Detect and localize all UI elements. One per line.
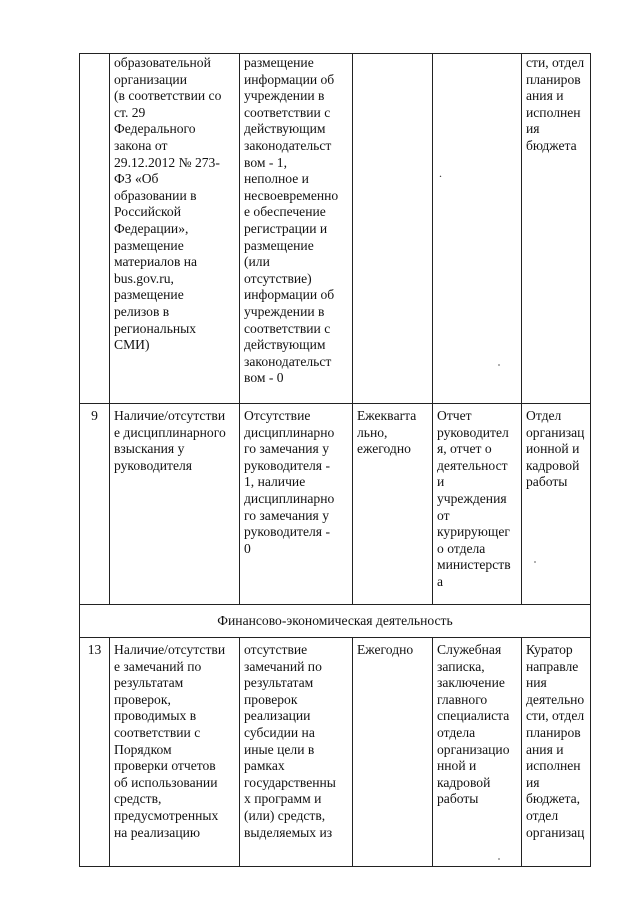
scan-speck	[534, 561, 536, 563]
source-cell: Служебная записка, заключение главного специалиста отдела организацио нной и кадровой работы	[433, 638, 522, 867]
table-row	[80, 404, 591, 605]
stray-dot-mark: .	[439, 166, 442, 180]
indicator-cell: образовательной организации (в соответствии со ст. 29 Федерального закона от 29.12.2012 № 273- ФЗ «Об образовании в Российской Федерации», размещение материалов на bus.gov.ru, размещение релизов в региональных СМИ)	[110, 54, 240, 404]
scan-speck	[498, 858, 500, 860]
row-number-cell: 9	[80, 404, 110, 605]
source-cell	[433, 54, 522, 404]
row-number-cell: 13	[80, 638, 110, 867]
source-cell: Отчет руководител я, отчет о деятельност и учреждения от курирующег о отдела министерств а	[433, 404, 522, 605]
period-cell: Ежеквarта льно, ежегодно	[353, 404, 433, 605]
criteria-cell: Отсутствие дисциплинарно го замечания у руководителя - 1, наличие дисциплинарно го замечания у руководителя - 0	[240, 404, 353, 605]
period-cell: Ежегодно	[353, 638, 433, 867]
criteria-cell: размещение информации об учреждении в соответствии с действующим законодательст вом - 1, неполное и несвоевременно е обеспечение регистрации и размещение (или отсутствие) информации об учреждении в соответствии с действующим законодательст вом - 0	[240, 54, 353, 404]
period-cell	[353, 54, 433, 404]
table-row	[80, 638, 591, 867]
section-header: Финансово-экономическая деятельность	[80, 605, 591, 638]
indicators-table	[79, 53, 591, 867]
row-number-cell	[80, 54, 110, 404]
indicator-cell: Наличие/отсутстви е дисциплинарного взыскания у руководителя	[110, 404, 240, 605]
table-row	[80, 54, 591, 404]
criteria-cell: отсутствие замечаний по результатам проверок реализации субсидии на иные цели в рамках государственны х программ и (или) средств, выделяемых из	[240, 638, 353, 867]
scan-speck	[498, 364, 500, 366]
responsible-cell: сти, отдел планиров ания и исполнен ия бюджета	[522, 54, 591, 404]
responsible-cell: Куратор направле ния деятельно сти, отдел планиров ания и исполнен ия бюджета, отдел организац	[522, 638, 591, 867]
section-header-row	[80, 605, 591, 638]
indicator-cell: Наличие/отсутстви е замечаний по результатам проверок, проводимых в соответствии с Порядком проверки отчетов об использовании средств, предусмотренных на реализацию	[110, 638, 240, 867]
responsible-cell: Отдел организац ионной и кадровой работы	[522, 404, 591, 605]
